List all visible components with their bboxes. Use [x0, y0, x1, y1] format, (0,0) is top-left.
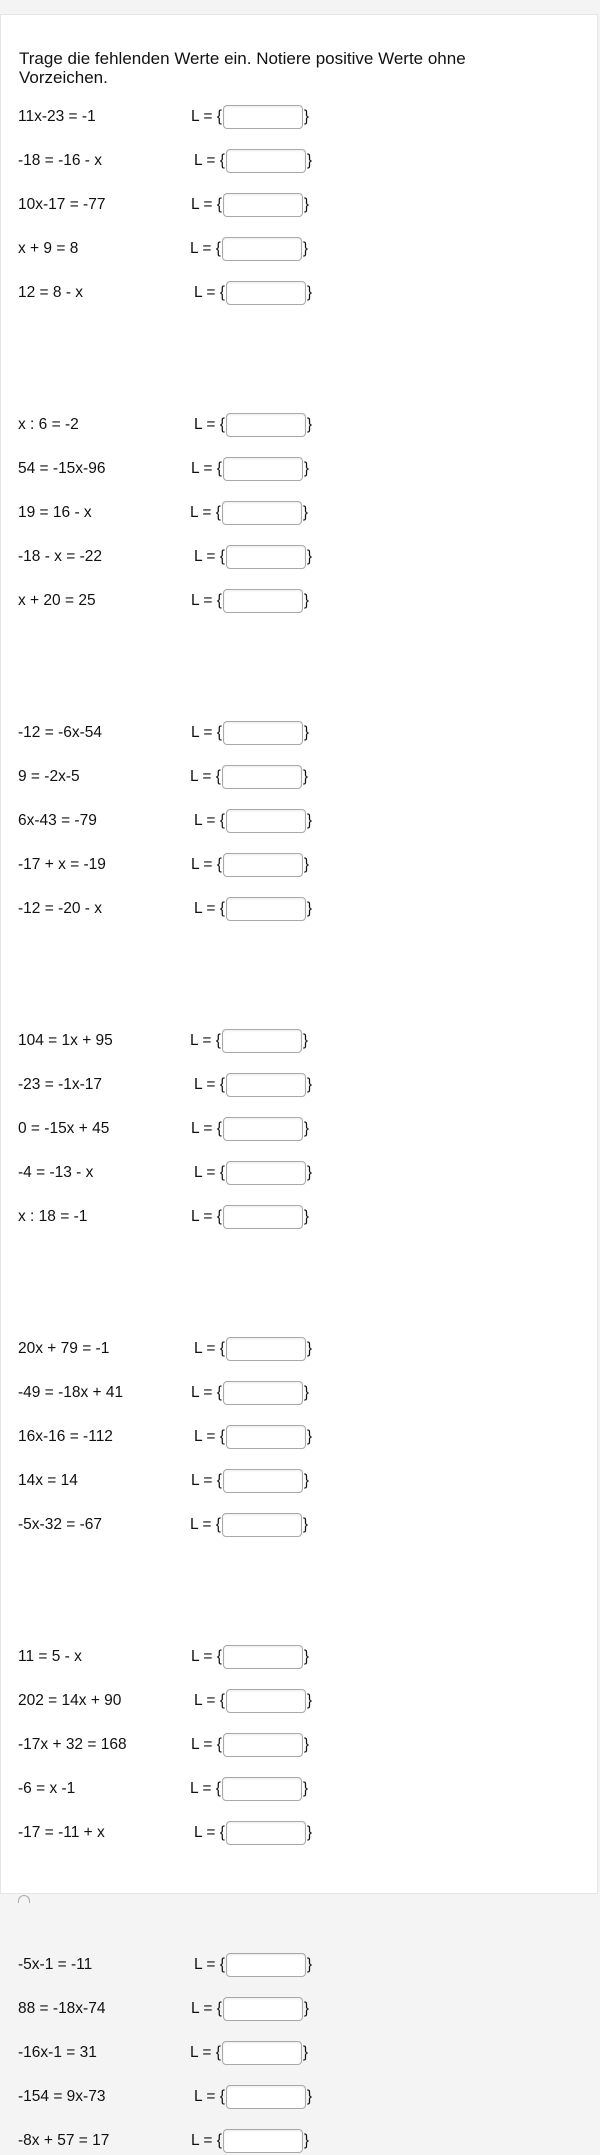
answer-input[interactable] [223, 1205, 303, 1229]
solution-set-label: L = { [194, 416, 225, 433]
equation-row [1, 2039, 600, 2067]
equation-text: -6 = x -1 [18, 1780, 76, 1797]
closing-brace: } [303, 460, 310, 477]
equation-text: 88 = -18x-74 [18, 2000, 106, 2017]
closing-brace: } [303, 1120, 310, 1137]
equation-text: 16x-16 = -112 [18, 1428, 113, 1445]
answer-input[interactable] [223, 1381, 303, 1405]
equation-row [1, 1643, 600, 1671]
equation-text: 0 = -15x + 45 [18, 1120, 110, 1137]
solution-set [190, 1511, 308, 1539]
equation-text: -18 - x = -22 [18, 548, 102, 565]
answer-input[interactable] [223, 1469, 303, 1493]
equation-text: 11x-23 = -1 [18, 108, 96, 125]
solution-set-label: L = { [190, 768, 221, 785]
equation-row [1, 895, 600, 923]
closing-brace: } [303, 1384, 310, 1401]
solution-set [191, 1643, 309, 1671]
solution-set [191, 1115, 309, 1143]
solution-set [191, 1731, 309, 1759]
answer-input[interactable] [223, 457, 303, 481]
equation-text: 10x-17 = -77 [18, 196, 106, 213]
equation-row [1, 1511, 600, 1539]
answer-input[interactable] [223, 589, 303, 613]
solution-set-label: L = { [190, 240, 221, 257]
equation-row [1, 543, 600, 571]
answer-input[interactable] [226, 1953, 306, 1977]
equation-text: -17x + 32 = 168 [18, 1736, 127, 1753]
equation-row [1, 1027, 600, 1055]
equation-text: x + 20 = 25 [18, 592, 96, 609]
answer-input[interactable] [222, 765, 302, 789]
closing-brace: } [303, 1472, 310, 1489]
closing-brace: } [306, 1340, 313, 1357]
equation-row [1, 763, 600, 791]
closing-brace: } [302, 768, 309, 785]
equation-text: -5x-32 = -67 [18, 1516, 103, 1533]
solution-set [190, 1775, 308, 1803]
solution-set [194, 411, 312, 439]
equation-row [1, 147, 600, 175]
answer-input[interactable] [223, 1645, 303, 1669]
equation-text: -4 = -13 - x [18, 1164, 94, 1181]
equation-text: -17 + x = -19 [18, 856, 106, 873]
solution-set-label: L = { [191, 2000, 222, 2017]
solution-set [190, 499, 308, 527]
answer-input[interactable] [223, 721, 303, 745]
solution-set-label: L = { [190, 2044, 221, 2061]
answer-input[interactable] [226, 1689, 306, 1713]
answer-input[interactable] [226, 1425, 306, 1449]
equation-row [1, 1731, 600, 1759]
answer-input[interactable] [223, 853, 303, 877]
solution-set [190, 235, 308, 263]
solution-set [190, 763, 308, 791]
equation-text: 11 = 5 - x [18, 1648, 82, 1665]
solution-set-label: L = { [191, 1120, 222, 1137]
closing-brace: } [302, 2044, 309, 2061]
equation-text: x : 6 = -2 [18, 416, 79, 433]
equation-text: 14x = 14 [18, 1472, 78, 1489]
solution-set [191, 1467, 309, 1495]
answer-input[interactable] [226, 809, 306, 833]
solution-set-label: L = { [194, 812, 225, 829]
solution-set [190, 2039, 308, 2067]
equation-row [1, 1775, 600, 1803]
solution-set [194, 279, 312, 307]
equation-row [1, 411, 600, 439]
equation-text: 104 = 1x + 95 [18, 1032, 113, 1049]
answer-input[interactable] [223, 1733, 303, 1757]
equation-row [1, 1115, 600, 1143]
closing-brace: } [306, 284, 313, 301]
solution-set [191, 851, 309, 879]
answer-input[interactable] [223, 1117, 303, 1141]
solution-set-label: L = { [194, 1428, 225, 1445]
solution-set [194, 147, 312, 175]
closing-brace: } [306, 152, 313, 169]
equation-row [1, 1071, 600, 1099]
solution-set-label: L = { [191, 1648, 222, 1665]
answer-input[interactable] [223, 2129, 303, 2153]
solution-set-label: L = { [190, 504, 221, 521]
equation-text: -49 = -18x + 41 [18, 1384, 124, 1401]
closing-brace: } [303, 196, 310, 213]
closing-brace: } [306, 1076, 313, 1093]
solution-set-label: L = { [191, 2132, 222, 2149]
solution-set-label: L = { [194, 1340, 225, 1357]
equation-row [1, 1687, 600, 1715]
solution-set-label: L = { [191, 724, 222, 741]
solution-set-label: L = { [194, 548, 225, 565]
answer-input[interactable] [223, 193, 303, 217]
solution-set [194, 807, 312, 835]
answer-input[interactable] [226, 545, 306, 569]
answer-input[interactable] [226, 1073, 306, 1097]
answer-input[interactable] [226, 1337, 306, 1361]
closing-brace: } [306, 548, 313, 565]
solution-set [194, 1951, 312, 1979]
solution-set-label: L = { [194, 1076, 225, 1093]
solution-set [194, 895, 312, 923]
equation-row [1, 1995, 600, 2023]
solution-set-label: L = { [194, 1824, 225, 1841]
answer-input[interactable] [226, 281, 306, 305]
closing-brace: } [306, 1956, 313, 1973]
equation-row [1, 191, 600, 219]
closing-brace: } [303, 2000, 310, 2017]
equation-text: x + 9 = 8 [18, 240, 79, 257]
equation-text: -16x-1 = 31 [18, 2044, 97, 2061]
solution-set-label: L = { [191, 1384, 222, 1401]
closing-brace: } [302, 504, 309, 521]
equation-row [1, 807, 600, 835]
solution-set-label: L = { [191, 1472, 222, 1489]
solution-set [194, 2083, 312, 2111]
answer-input[interactable] [226, 149, 306, 173]
instruction-text: Trage die fehlenden Werte ein. Notiere positive Werte ohne Vorzeichen. [19, 49, 466, 87]
equation-text: -12 = -6x-54 [18, 724, 103, 741]
closing-brace: } [302, 1516, 309, 1533]
equation-text: x : 18 = -1 [18, 1208, 88, 1225]
solution-set [194, 1423, 312, 1451]
solution-set [191, 587, 309, 615]
closing-brace: } [303, 856, 310, 873]
closing-brace: } [306, 1824, 313, 1841]
solution-set-label: L = { [194, 152, 225, 169]
solution-set [194, 1819, 312, 1847]
equation-text: -18 = -16 - x [18, 152, 102, 169]
equation-text: -5x-1 = -11 [18, 1956, 93, 1973]
equation-row [1, 1335, 600, 1363]
equation-row [1, 1467, 600, 1495]
closing-brace: } [306, 1164, 313, 1181]
answer-input[interactable] [226, 1821, 306, 1845]
solution-set [194, 543, 312, 571]
closing-brace: } [303, 1208, 310, 1225]
solution-set [194, 1335, 312, 1363]
answer-input[interactable] [222, 1777, 302, 1801]
solution-set-label: L = { [191, 856, 222, 873]
equation-row [1, 235, 600, 263]
answer-input[interactable] [222, 501, 302, 525]
answer-input[interactable] [223, 105, 303, 129]
closing-brace: } [302, 240, 309, 257]
answer-input[interactable] [223, 1997, 303, 2021]
closing-brace: } [306, 900, 313, 917]
solution-set-label: L = { [194, 2088, 225, 2105]
solution-set [194, 1071, 312, 1099]
closing-brace: } [306, 2088, 313, 2105]
closing-brace: } [302, 1780, 309, 1797]
closing-brace: } [303, 108, 310, 125]
equation-text: 54 = -15x-96 [18, 460, 106, 477]
solution-set-label: L = { [191, 1736, 222, 1753]
equation-row [1, 1203, 600, 1231]
answer-input[interactable] [226, 1161, 306, 1185]
equation-text: 9 = -2x-5 [18, 768, 80, 785]
exercise-panel [0, 14, 598, 2149]
equation-row [1, 2083, 600, 2111]
equation-text: -8x + 57 = 17 [18, 2132, 110, 2149]
solution-set-label: L = { [194, 1692, 225, 1709]
solution-set-label: L = { [191, 460, 222, 477]
closing-brace: } [306, 1428, 313, 1445]
equation-row [1, 587, 600, 615]
solution-set-label: L = { [191, 108, 222, 125]
solution-set-label: L = { [190, 1516, 221, 1533]
solution-set [191, 1995, 309, 2023]
answer-input[interactable] [222, 1513, 302, 1537]
equation-row [1, 279, 600, 307]
equation-row [1, 719, 600, 747]
solution-set [194, 1687, 312, 1715]
top-strip [0, 0, 600, 14]
solution-set [190, 1027, 308, 1055]
answer-input[interactable] [222, 1029, 302, 1053]
equation-row [1, 1819, 600, 1847]
equation-text: 6x-43 = -79 [18, 812, 97, 829]
equation-row [1, 1423, 600, 1451]
equation-row [1, 499, 600, 527]
answer-input[interactable] [222, 2041, 302, 2065]
equation-text: 20x + 79 = -1 [18, 1340, 110, 1357]
solution-set-label: L = { [191, 1208, 222, 1225]
solution-set [191, 455, 309, 483]
equation-text: -17 = -11 + x [18, 1824, 105, 1841]
solution-set [191, 2127, 309, 2155]
answer-input[interactable] [226, 897, 306, 921]
answer-input[interactable] [226, 2085, 306, 2109]
closing-brace: } [306, 1692, 313, 1709]
closing-brace: } [303, 1648, 310, 1665]
answer-input[interactable] [222, 237, 302, 261]
equation-row [1, 2127, 600, 2155]
solution-set-label: L = { [194, 1164, 225, 1181]
solution-set-label: L = { [190, 1780, 221, 1797]
equation-text: 19 = 16 - x [18, 504, 92, 521]
closing-brace: } [306, 812, 313, 829]
solution-set [191, 191, 309, 219]
solution-set-label: L = { [194, 284, 225, 301]
equation-text: -12 = -20 - x [18, 900, 102, 917]
equation-row [1, 851, 600, 879]
closing-brace: } [303, 2132, 310, 2149]
closing-brace: } [303, 592, 310, 609]
solution-set-label: L = { [191, 196, 222, 213]
solution-set [194, 1159, 312, 1187]
equation-row [1, 1379, 600, 1407]
solution-set [191, 719, 309, 747]
solution-set-label: L = { [194, 900, 225, 917]
solution-set-label: L = { [191, 592, 222, 609]
solution-set-label: L = { [190, 1032, 221, 1049]
closing-brace: } [303, 1736, 310, 1753]
closing-brace: } [302, 1032, 309, 1049]
equation-text: -154 = 9x-73 [18, 2088, 106, 2105]
equation-row [1, 1951, 600, 1979]
equation-text: -23 = -1x-17 [18, 1076, 103, 1093]
equation-row [1, 1159, 600, 1187]
solution-set [191, 1203, 309, 1231]
equation-text: 12 = 8 - x [18, 284, 84, 301]
solution-set-label: L = { [194, 1956, 225, 1973]
equation-row [1, 455, 600, 483]
solution-set [191, 1379, 309, 1407]
closing-brace: } [306, 416, 313, 433]
equation-row [1, 103, 600, 131]
equation-text: 202 = 14x + 90 [18, 1692, 122, 1709]
closing-brace: } [303, 724, 310, 741]
solution-set [191, 103, 309, 131]
answer-input[interactable] [226, 413, 306, 437]
